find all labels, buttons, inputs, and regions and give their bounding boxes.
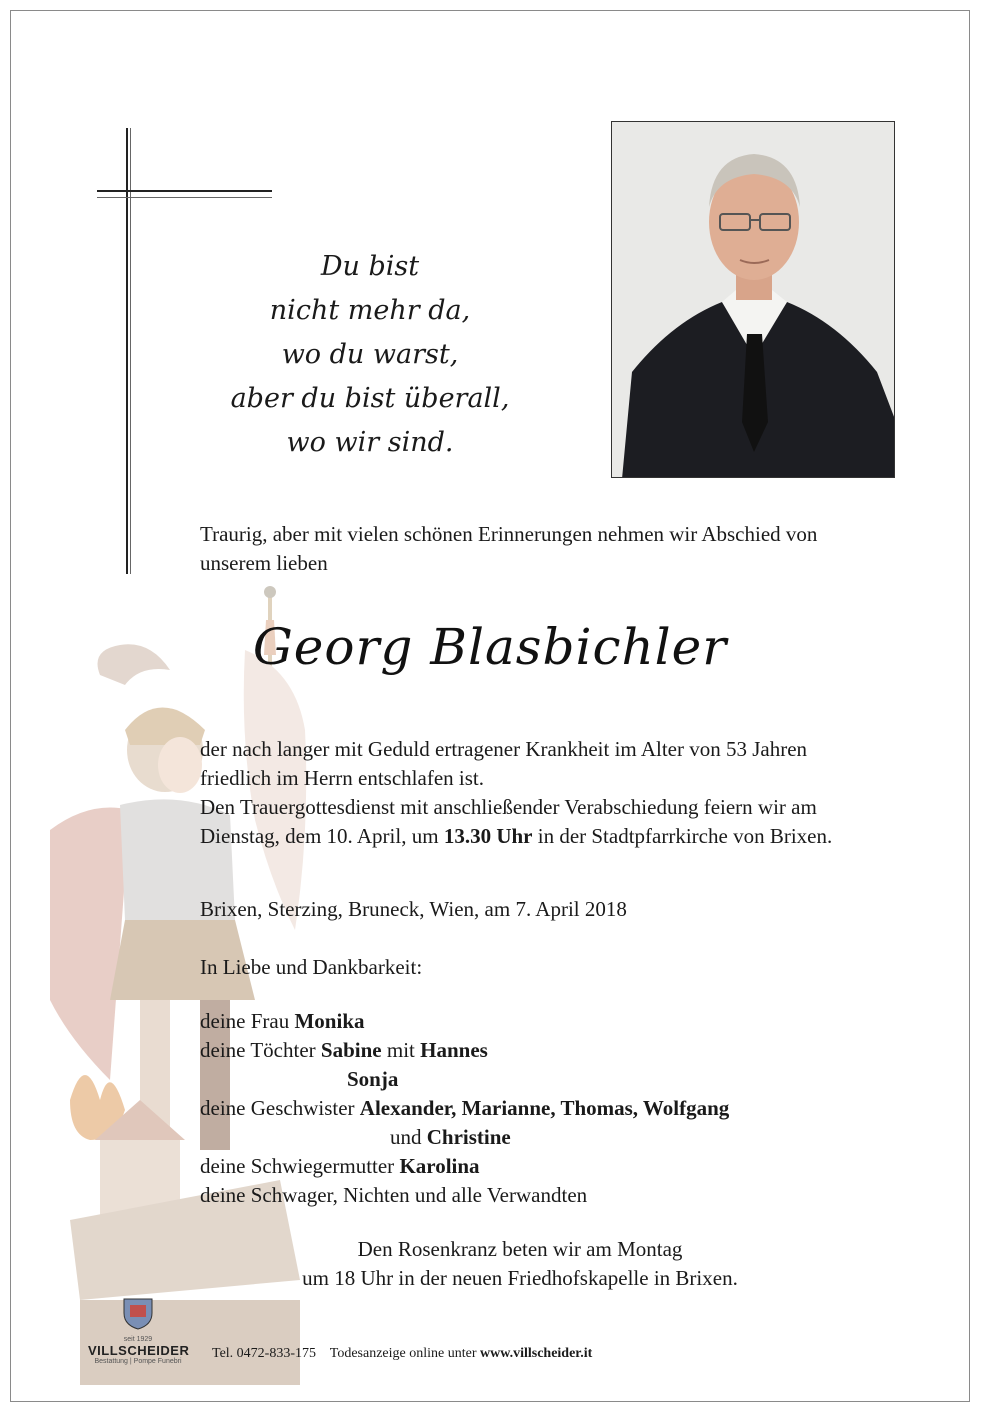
coat-of-arms-icon bbox=[120, 1295, 156, 1331]
portrait-photo bbox=[611, 121, 895, 478]
love-line: In Liebe und Dankbarkeit: bbox=[200, 955, 423, 979]
family-mother-in-law: deine Schwiegermutter Karolina bbox=[200, 1154, 480, 1178]
intro-text: Traurig, aber mit vielen schönen Erinnerungen nehmen wir Abschied von unserem lieben bbox=[200, 522, 818, 575]
family-list bbox=[200, 1007, 880, 1210]
motto-line: wo du warst, bbox=[281, 339, 459, 370]
body-paragraph-2: Den Trauergottesdienst mit anschließender Verabschiedung feiern wir am Dienstag, dem 10. April, um 13.30 Uhr in der Stadtpfarrkirche von Brixen. bbox=[200, 795, 833, 848]
motto-line: Du bist bbox=[320, 251, 420, 282]
footer-contact: Tel. 0472-833-175 Todesanzeige online unter www.villscheider.it bbox=[212, 1346, 593, 1361]
rosary-notice: Den Rosenkranz beten wir am Montag um 18 Uhr in der neuen Friedhofskapelle in Brixen. bbox=[302, 1237, 738, 1290]
footer-phone: Tel. 0472-833-175 bbox=[212, 1346, 317, 1361]
notice-body bbox=[200, 735, 840, 851]
villscheider-logo: seit 1929 VILLSCHEIDER Bestattung | Pompe Funebri bbox=[88, 1295, 188, 1365]
family-daughter-2: Sonja bbox=[347, 1067, 399, 1091]
service-time: 13.30 Uhr bbox=[443, 824, 533, 848]
body-paragraph-1: der nach langer mit Geduld ertragener Krankheit im Alter von 53 Jahren friedlich im Herrn entschlafen ist. bbox=[200, 737, 808, 790]
family-wife: deine Frau Monika bbox=[200, 1009, 365, 1033]
family-siblings-last: und Christine bbox=[390, 1125, 511, 1149]
motto bbox=[190, 245, 550, 465]
family-daughters: deine Töchter Sabine mit Hannes bbox=[200, 1038, 488, 1062]
place-date: Brixen, Sterzing, Bruneck, Wien, am 7. April 2018 bbox=[200, 897, 627, 921]
deceased-name: Georg Blasbichler bbox=[252, 618, 728, 676]
family-relatives: deine Schwager, Nichten und alle Verwandten bbox=[200, 1183, 588, 1207]
footer-website-link[interactable]: www.villscheider.it bbox=[480, 1346, 593, 1361]
motto-line: nicht mehr da, bbox=[269, 295, 471, 326]
family-siblings: deine Geschwister Alexander, Marianne, Thomas, Wolfgang bbox=[200, 1096, 730, 1120]
motto-line: wo wir sind. bbox=[286, 427, 454, 458]
motto-line: aber du bist überall, bbox=[230, 383, 510, 414]
